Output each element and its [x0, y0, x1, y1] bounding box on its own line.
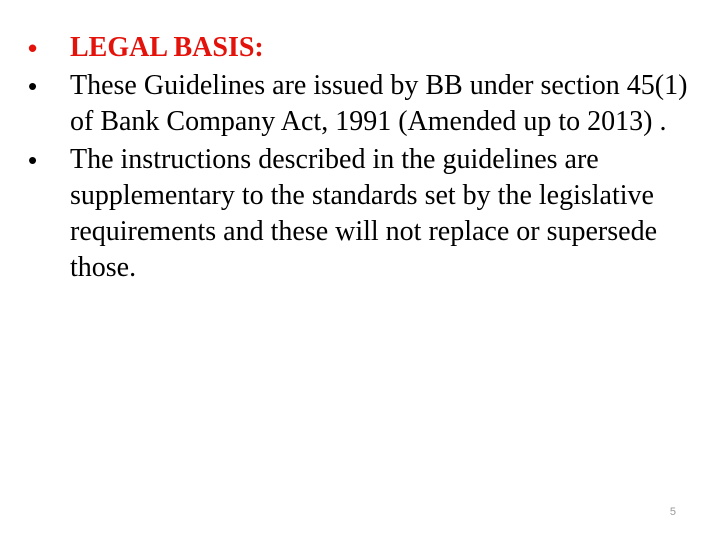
- section-heading: LEGAL BASIS:: [70, 32, 264, 63]
- bullet-icon: •: [28, 145, 38, 175]
- bullet-list: [28, 30, 708, 288]
- heading-bullet: [28, 30, 708, 66]
- bullet-text: The instructions described in the guidelines are supplementary to the standards set by the legislative requirements and these will not replace or supersede those.: [70, 144, 658, 283]
- bullet-icon: •: [28, 71, 38, 101]
- bullet-item-guidelines-issued: [28, 68, 708, 140]
- page-number: 5: [669, 506, 676, 518]
- bullet-text: These Guidelines are issued by BB under section 45(1) of Bank Company Act, 1991 (Amended up to 2013) .: [70, 70, 688, 137]
- bullet-icon: •: [28, 33, 38, 63]
- bullet-item-instructions-supplementary: [28, 142, 708, 286]
